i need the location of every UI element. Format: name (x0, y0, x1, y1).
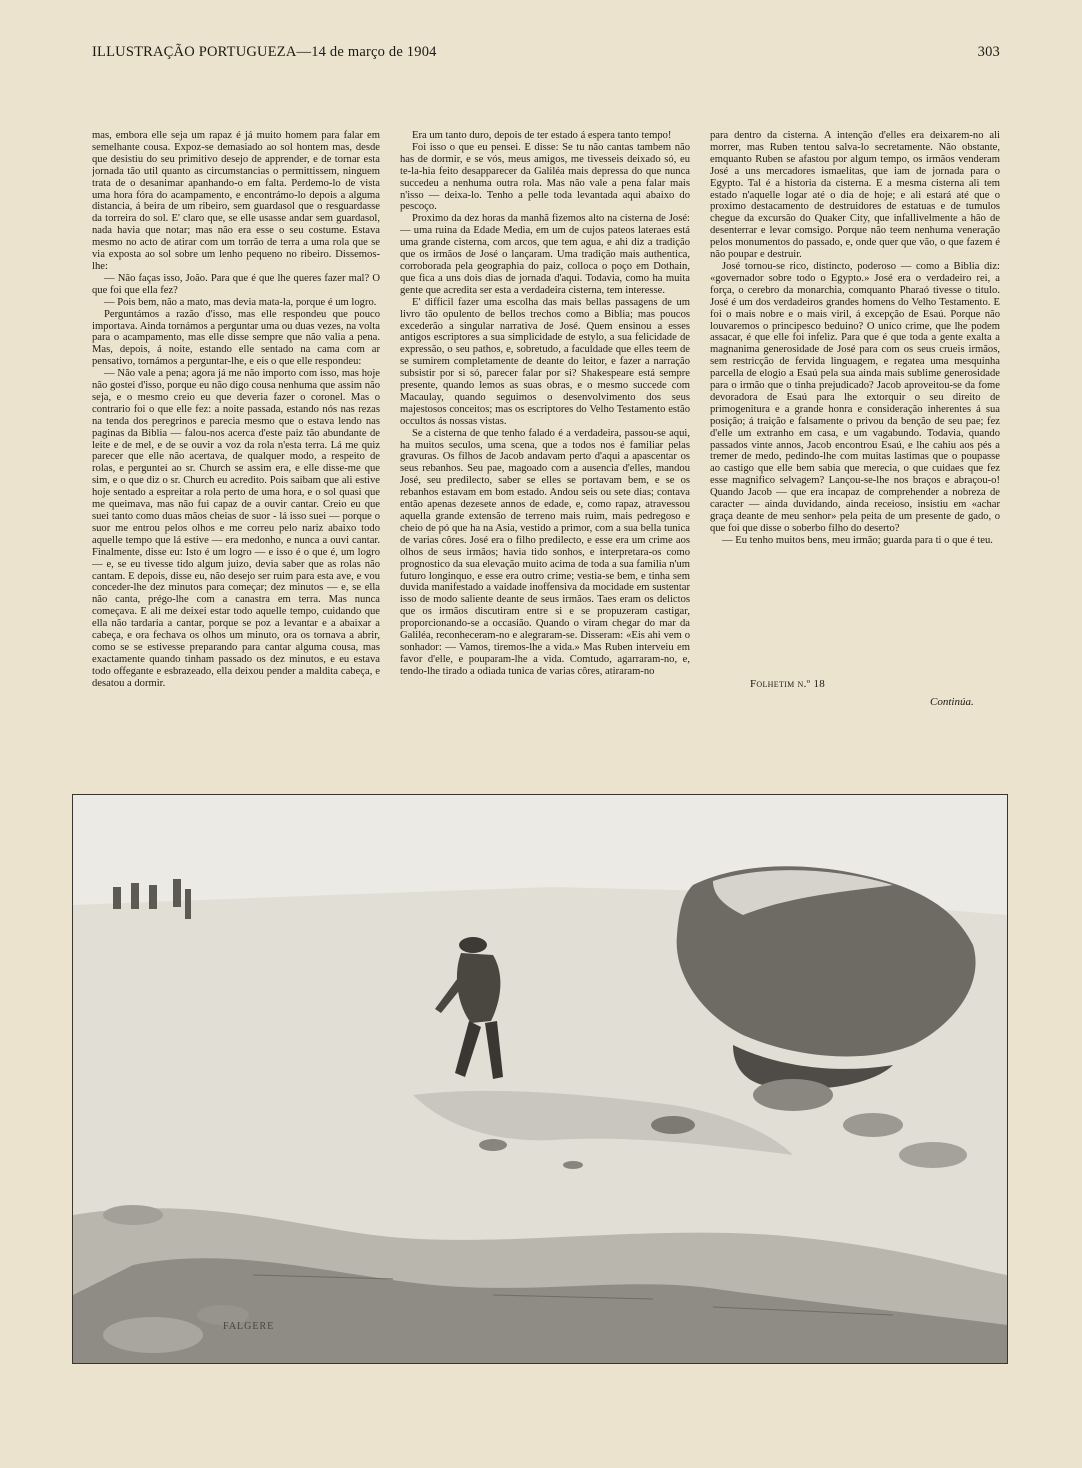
paragraph: para dentro da cisterna. A intenção d'elles era deixarem-no ali morrer, mas Ruben tentou salva-lo secretamente. Não obstante, emquanto Ruben se afastou por algum tempo, os irmãos venderam José a uns mercadores ismaelitas, que iam de jornada para o Egypto. Tal é a historia da cisterna. E a mesma cisterna ali tem estado n'aquelle logar até o dia de hoje; e ali estará até que o proximo destacamento de destruidores de estatuas e de tumulos chegue da excursão do Quaker City, que infallivelmente a hão de desenterrar e levar comsigo. Porque não teem nenhuma veneração pelos monumentos do passado, e, onde quer que vão, o que fazem é não poupar e destruir. (710, 130, 1000, 261)
paragraph: — Eu tenho muitos bens, meu irmão; guarda para ti o que é teu. (722, 534, 993, 546)
paragraph: Era um tanto duro, depois de ter estado á espera tanto tempo! (412, 130, 672, 141)
continua-label: Continúa. (930, 696, 974, 708)
text-column-3 (710, 130, 1000, 630)
stone (843, 1113, 903, 1137)
paragraph: mas, embora elle seja um rapaz é já muito homem para falar em semelhante cousa. Expoz-se demasiado ao sol hontem mas, desde que desistiu do seu primitivo desejo de apprender, e de tornar esta jornada tão util quanto as circumstancias o permittissem, ninguem trata de o desanimar apanhando-o em falta. Perdemo-lo de vista uma hora fóra do acampamento, e encontrámo-lo depois a alguma distancia, á beira de um ribeiro, sem guardasol que o resguardasse da torreira do sol. E' claro que, se elle usasse andar sem guardasol, nada havia que notar; mas não era esse o seu costume. Estava mesmo no acto de atirar com um torrão de terra a uma rola que se via exposta ao sol sobre um lenho pequeno no ribeiro. Dissemos-lhe: (92, 130, 380, 272)
paragraph: E' difficil fazer uma escolha das mais bellas passagens de um livro tão opulento de bellos trechos como a Biblia; mas poucos excederão a singular narrativa de José. Quem ensinou a esses antigos escriptores a sua simplicidade de estylo, a sua felicidade de expressão, o seu pathos, e, sobretudo, a faculdade que elles teem de se sumirem completamente de deante do leitor, e fazer a narração subsistir por si só, parecer falar por si? Shakespeare está sempre presente, quando lemos as suas obras, e o mesmo succede com Macaulay, quando seguimos o desenvolvimento dos seus majestosos conceitos; mas os escriptores do Velho Testamento estão occultos ás nossas vistas. (400, 296, 690, 427)
folhetim-label: Folhetim n.º 18 (750, 678, 826, 690)
publication-title: ILLUSTRAÇÃO PORTUGUEZA—14 de março de 1904 (92, 44, 437, 60)
paragraph: Proximo da dez horas da manhã fizemos alto na cisterna de José: — uma ruina da Edade Media, em um de cujos pateos lateraes está uma grande cisterna, com arcos, que tem agua, e ahi diz a tradição que os irmãos de José o lançaram. Uma tradição mais authentica, corroborada pela geographia do paiz, colloca o poço em Dothain, que fica a uns dois dias de jornada d'aqui. Todavia, como ha muita gente que acredita ser esta a verdadeira cisterna, tem interesse. (400, 213, 690, 296)
stone (103, 1205, 163, 1225)
paragraph: Perguntámos a razão d'isso, mas elle respondeu que pouco importava. Ainda tornámos a perguntar uma ou duas vezes, na volta para o acampamento, mas elle disse sempre que não valia a pena. Mas, depois, á noite, estando elle sentado na cama com ar pensativo, tornámos a perguntar-lhe, e eis o que elle respondeu: (92, 308, 380, 368)
paragraph: — Não vale a pena; agora já me não importo com isso, mas hoje não gostei d'isso, porque eu não digo cousa nenhuma que assim não seja, e o mesmo creio eu que deveria fazer o coronel. Mas o contrario foi o que elle fez: a noite passada, estando nós nas rezas na tenda dos peregrinos e parecia mesmo que o estava lendo nas paginas da Biblia — falou-nos acerca d'este paiz tão abundante de leite e de mel, e de se ouvir a voz da rola n'esta terra. Lá me quiz parecer que elle não acertava, de qualquer modo, a respeito de rolas, e perguntei ao sr. Church se assim era, e elle disse-me que sim, e o que diz o sr. Church eu acredito. Pois saibam que ali estive hoje sentado a espreitar a rola perto de uma hora, e o sol quasi que me queimava, mas não fui capaz de a ouvir cantar. Creio eu que suei tanto como duas mãos cheias de suor - lá isso suei — porque o suor me entrou pelos olhos e me correu pelo nariz abaixo todo aquelle tempo que lá estive — era medonho, e nunca a ouvi cantar. Finalmente, disse eu: Isto é um logro — e isso é o que é, um logro — e, se eu tivesse tido algum juizo, devia saber que as rolas não cantam. E depois, disse eu, não desejo ser ruim para esta ave, e vou conceder-lhe dez minutos para começar; dez minutos — e, se ella não canta, prégo-lhe com a canastra em terra. Mas nunca começava. E ali me deixei estar todo aquelle tempo, cuidando que ella não tardaria a cantar, porque se poz a levantar e a abaixar a cabeça, e ora fechava os olhos um minuto, ora os tornava a abrir, como se se estivesse preparando para cantar alguma cousa, mas exactamente quando tinham passado os dez minutos, e eu estava todo offegante e esbrazeado, ella deixou pender a maldita cabeça, e desatou a dormir. (92, 368, 380, 689)
illustration-drawing (73, 795, 1007, 1363)
stone (651, 1116, 695, 1134)
text-column-1 (92, 130, 380, 752)
stone (899, 1142, 967, 1168)
text-column-2 (400, 130, 690, 752)
page-header (92, 44, 1000, 66)
artist-signature: FALGERE (223, 1321, 275, 1332)
paragraph: José tornou-se rico, distincto, poderoso — como a Biblia diz: «governador sobre todo o Egypto.» José era o verdadeiro rei, a força, o cerebro da monarchia, comquanto Pharaó tivesse o titulo. José é um dos verdadeiros grandes homens do Velho Testamento. E foi o mais nobre e o mais viril, á excepção de Esaú. Porque não louvaremos o principesco beduino? O unico crime, que lhe podem assacar, é que elle foi infeliz. Para que é que toda a gente exalta a magnanima generosidade de José para com os seus crueis irmãos, sem restricção de fervida linguagem, e regatea uma mesquinha parcella de elogio a Esaú pela sua ainda mais sublime generosidade para o irmão que o tinha prejudicado? Jacob aproveitou-se da fome devoradora de Esaú para lhe extorquir o seu direito de primogenitura e a grande honra e consideração inherentes á sua posição; á traição e falsamente o privou da benção de seu pae; fez d'elle um extranho em casa, e um vagabundo. Todavia, quando passados vinte annos, Jacob encontrou Esaú, e lhe cahiu aos pés a tremer de medo, pedindo-lhe com muitas lastimas que o poupasse ao castigo que elle bem sabia que merecia, o que cuidaes que fez esse magnifico selvagem? Lançou-se-lhe nos braços e abraçou-o! Quando Jacob — que era incapaz de comprehender a nobreza de caracter — ainda duvidando, ainda receioso, insistiu em «achar graça deante de meu senhor» pela peita de um presente de gado, o que foi que disse o soberbo filho do deserto? (710, 260, 1000, 534)
stone (753, 1079, 833, 1111)
page-number: 303 (977, 44, 1000, 60)
desert-illustration (72, 794, 1008, 1364)
paragraph: — Não faças isso, João. Para que é que lhe queres fazer mal? O que foi que ella fez? (92, 272, 380, 296)
stone (479, 1139, 507, 1151)
stone (563, 1161, 583, 1169)
paragraph: Se a cisterna de que tenho falado é a verdadeira, passou-se aqui, ha muitos seculos, uma scena, que a todos nos é familiar pelas gravuras. Os filhos de Jacob andavam perto d'aqui a apascentar os seus rebanhos. Seu pae, magoado com a ausencia d'elles, mandou José, seu predilecto, saber se elles se portavam bem, e se os rebanhos estavam em bom estado. Andou seis ou sete dias; contava então apenas dezesete annos de edade, e, como rapaz, atravessou aquella grande extensão de terreno mais ruim, mais pedregoso e cheio de pó que ha na Asia, vestido a primor, com a sua bella tunica de varias côres. José era o filho predilecto, e esse era um crime aos olhos de seus irmãos; havia tido sonhos, e interpretara-os como prognostico da sua elevação muito acima de toda a sua familia n'um futuro longinquo, e esse era outro crime; vestia-se bem, e tinha sem duvida manifestado a vaidade inoffensiva da mocidade em sustentar isso de modo saliente deante de seus irmãos. Taes eram os delictos que os irmãos discutiram entre si e se propuzeram castigar, proporcionando-se a occasião. Quando o viram chegar do mar da Galiléa, reconheceram-no e alegraram-se. Disseram: «Eis ahi vem o sonhador: — Vamos, tiremos-lhe a vida.» Mas Ruben interveiu em favor d'elle, e pouparam-lhe a vida. Comtudo, agarraram-no, e, tendo-lhe tirado a odiada tunica de varias côres, atiraram-no (400, 427, 690, 677)
paragraph: — Pois bem, não a mato, mas devia mata-la, porque é um logro. (104, 296, 377, 308)
paragraph: Foi isso o que eu pensei. E disse: Se tu não cantas tambem não has de dormir, e se vós, meus amigos, me tivesseis deixado só, eu te-la-hia feito desapparecer da Galiléa mais depressa do que nunca succedeu a nenhuma outra rola. Mas não vale a pena falar mais n'isso — deixa-lo. Tenho a pelle toda levantada aqui abaixo do pescoço. (400, 141, 690, 213)
stone (103, 1317, 203, 1353)
